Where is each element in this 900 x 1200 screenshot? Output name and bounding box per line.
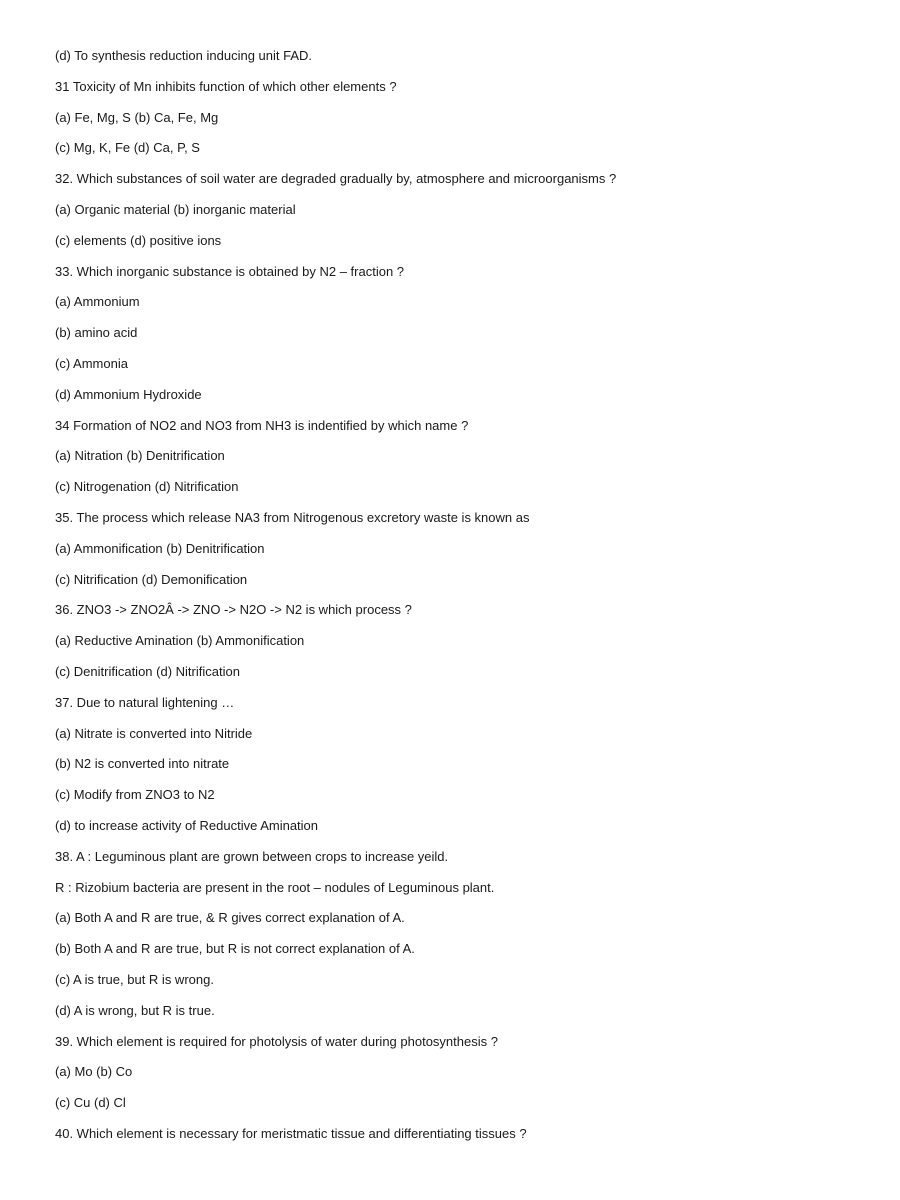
option-line: (d) A is wrong, but R is true. <box>55 1002 215 1018</box>
option-line: (b) amino acid <box>55 325 138 341</box>
option-line: (d) Ammonium Hydroxide <box>55 386 202 402</box>
option-line: (c) A is true, but R is wrong. <box>55 971 214 987</box>
option-line: (c) Mg, K, Fe (d) Ca, P, S <box>55 140 200 156</box>
question-line: 35. The process which release NA3 from Nitrogenous excretory waste is known as <box>55 509 530 525</box>
question-line: 40. Which element is necessary for meristmatic tissue and differentiating tissues ? <box>55 1125 527 1141</box>
option-line: (a) Organic material (b) inorganic material <box>55 201 296 217</box>
question-line: 31 Toxicity of Mn inhibits function of which other elements ? <box>55 78 397 94</box>
question-line: 34 Formation of NO2 and NO3 from NH3 is indentified by which name ? <box>55 417 469 433</box>
option-line: (a) Reductive Amination (b) Ammonification <box>55 633 305 649</box>
option-line: (b) Both A and R are true, but R is not correct explanation of A. <box>55 941 415 957</box>
question-list <box>55 46 875 1155</box>
option-line: (b) N2 is converted into nitrate <box>55 756 230 772</box>
option-line: (c) Nitrification (d) Demonification <box>55 571 248 587</box>
option-line: (a) Nitrate is converted into Nitride <box>55 725 253 741</box>
option-line: (a) Ammonium <box>55 294 140 310</box>
question-line: 37. Due to natural lightening … <box>55 694 235 710</box>
option-line: (a) Both A and R are true, & R gives correct explanation of A. <box>55 910 405 926</box>
option-line: (c) Nitrogenation (d) Nitrification <box>55 479 239 495</box>
option-line: (c) Modify from ZNO3 to N2 <box>55 787 215 803</box>
option-line: (a) Fe, Mg, S (b) Ca, Fe, Mg <box>55 109 219 125</box>
option-line: (c) Cu (d) Cl <box>55 1095 126 1111</box>
question-line: 32. Which substances of soil water are degraded gradually by, atmosphere and microorganisms ? <box>55 171 617 187</box>
option-line: (d) to increase activity of Reductive Amination <box>55 817 319 833</box>
reason-line: R : Rizobium bacteria are present in the root – nodules of Leguminous plant. <box>55 879 495 895</box>
question-line: 36. ZNO3 -> ZNO2Â -> ZNO -> N2O -> N2 is which process ? <box>55 602 412 618</box>
option-line: (a) Ammonification (b) Denitrification <box>55 540 265 556</box>
question-line: 33. Which inorganic substance is obtained by N2 – fraction ? <box>55 263 405 279</box>
question-line: 38. A : Leguminous plant are grown between crops to increase yeild. <box>55 848 449 864</box>
question-line: 39. Which element is required for photolysis of water during photosynthesis ? <box>55 1033 498 1049</box>
option-line: (c) Ammonia <box>55 355 128 371</box>
option-line: (c) elements (d) positive ions <box>55 232 222 248</box>
option-line: (a) Mo (b) Co <box>55 1064 133 1080</box>
text-line: (d) To synthesis reduction inducing unit FAD. <box>55 48 313 63</box>
option-line: (a) Nitration (b) Denitrification <box>55 448 225 464</box>
option-line: (c) Denitrification (d) Nitrification <box>55 663 240 679</box>
